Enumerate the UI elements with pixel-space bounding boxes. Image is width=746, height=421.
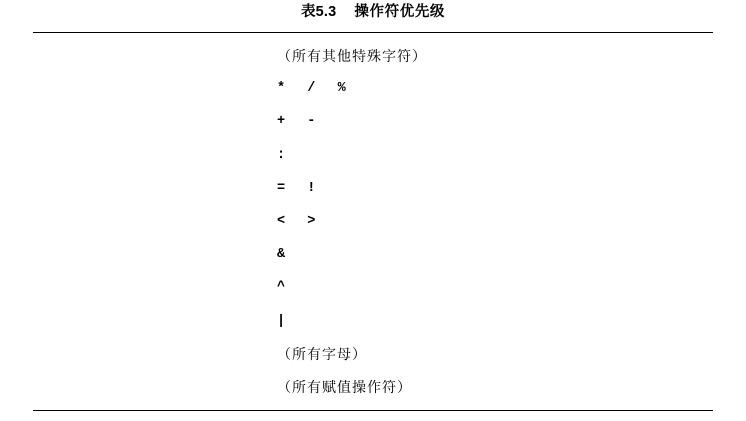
table-row (33, 271, 713, 304)
table-cell-operator: < > (277, 214, 318, 230)
operator-precedence-table (33, 0, 713, 421)
table-bottom-rule (33, 410, 713, 411)
table-row (33, 139, 713, 172)
table-cell-operator: & (277, 247, 288, 263)
table-cell-operator: （所有赋值操作符） (277, 379, 412, 396)
table-row (33, 205, 713, 238)
table-cell-operator: （所有字母） (277, 346, 367, 363)
table-row (33, 72, 713, 105)
table-row (33, 39, 713, 72)
table-cell-operator: : (277, 147, 288, 163)
table-row (33, 371, 713, 404)
table-row (33, 338, 713, 371)
table-row (33, 105, 713, 138)
table-caption-title: 操作符优先级 (354, 4, 446, 20)
table-cell-operator: ^ (277, 280, 288, 296)
table-body (33, 33, 713, 410)
table-row (33, 172, 713, 205)
table-caption-label: 表5.3 (300, 4, 337, 20)
table-cell-operator: （所有其他特殊字符） (277, 47, 427, 64)
table-cell-operator: + - (277, 114, 318, 130)
table-cell-operator: * / % (277, 81, 348, 97)
table-caption (33, 0, 713, 30)
table-cell-operator: | (277, 313, 288, 329)
table-cell-operator: = ! (277, 180, 318, 196)
table-row (33, 238, 713, 271)
table-row (33, 305, 713, 338)
